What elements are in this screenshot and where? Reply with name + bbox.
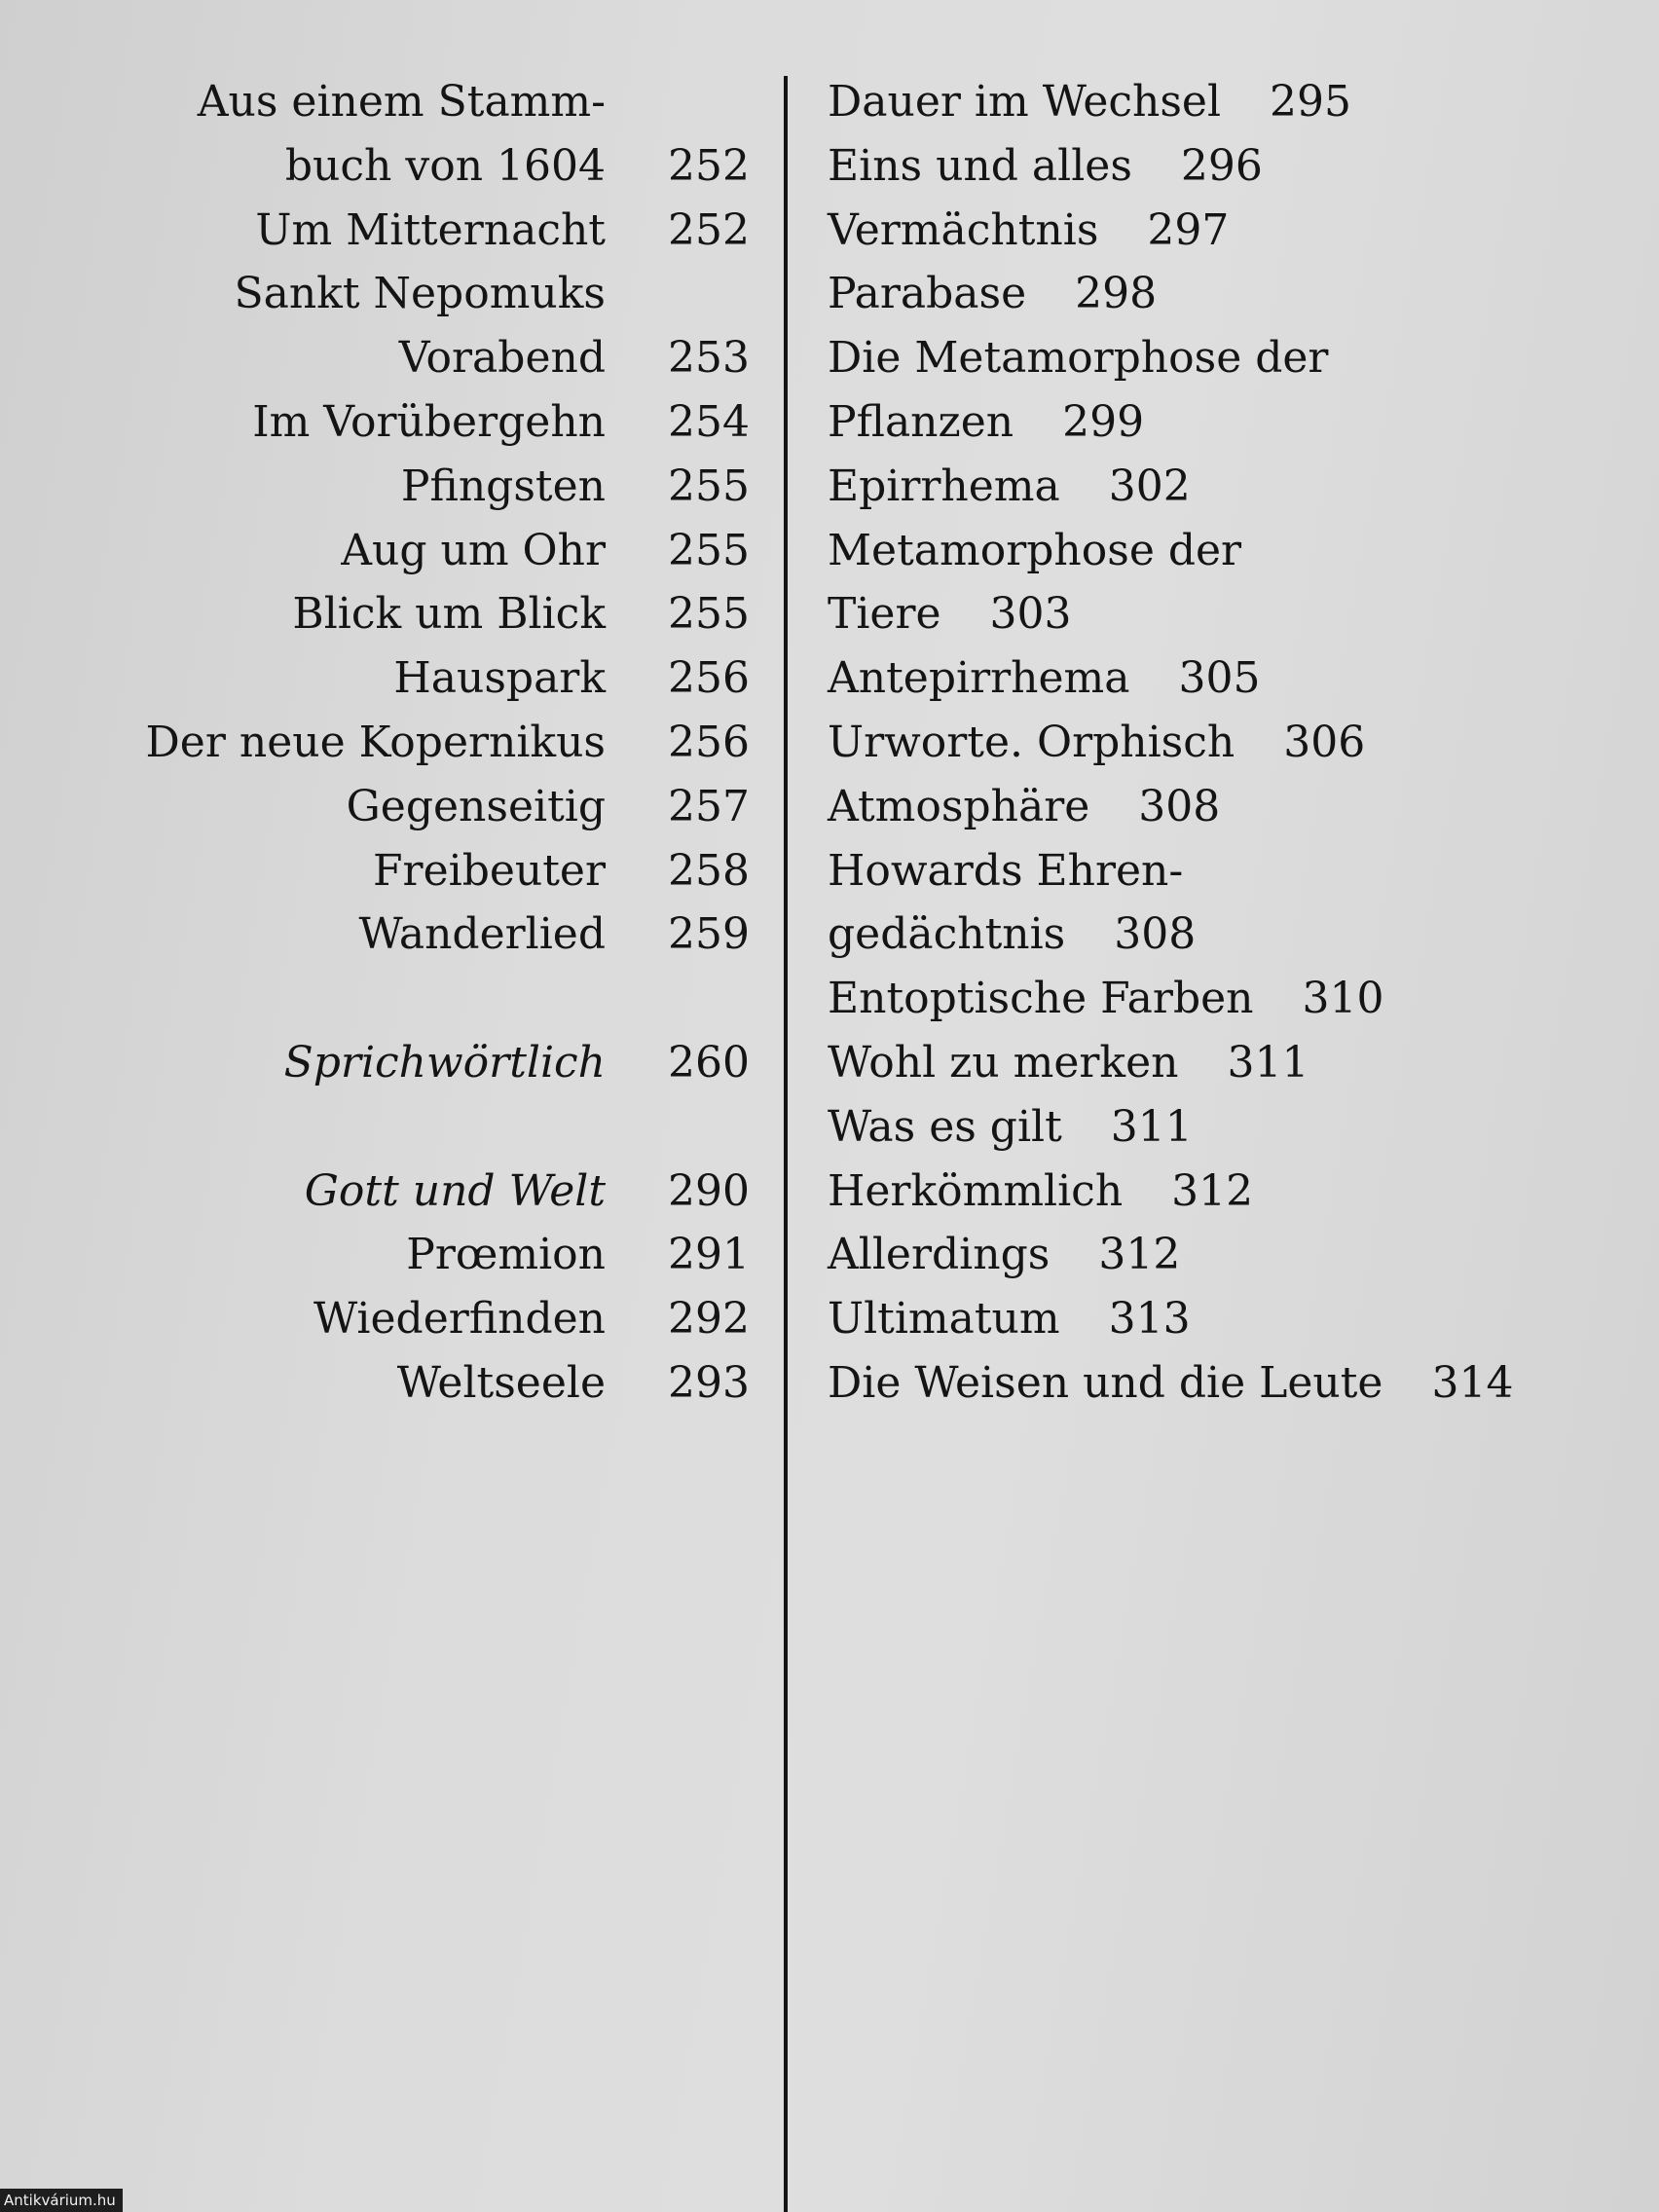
toc-left-column (0, 70, 750, 1416)
entry-title: gedächtnis (828, 909, 1066, 960)
toc-entry (828, 70, 1616, 134)
toc-entry (828, 1223, 1616, 1287)
entry-page: 254 (668, 396, 750, 447)
toc-entry (828, 262, 1616, 326)
column-divider (784, 76, 788, 2212)
toc-entry (828, 326, 1616, 390)
entry-page: 291 (668, 1230, 750, 1280)
watermark-label: Antikvárium.hu (0, 2189, 123, 2212)
entry-page: 310 (1302, 974, 1384, 1024)
entry-page: 256 (668, 653, 750, 704)
toc-entry (828, 1351, 1616, 1416)
entry-page: 259 (668, 909, 750, 960)
entry-title: Pflanzen (828, 396, 1014, 447)
toc-entry (0, 1287, 750, 1351)
entry-page: 308 (1138, 781, 1221, 831)
toc-entry (0, 646, 750, 711)
entry-title: Aus einem Stamm- (197, 77, 606, 127)
entry-page: 253 (668, 333, 750, 384)
toc-entry (0, 390, 750, 455)
toc-entry (828, 519, 1616, 583)
toc-entry (0, 903, 750, 967)
entry-page: 297 (1147, 204, 1230, 255)
entry-title: Eins und alles (828, 140, 1132, 191)
entry-page: 313 (1108, 1294, 1191, 1345)
entry-page: 257 (668, 781, 750, 831)
entry-title: Hauspark (393, 653, 606, 704)
toc-entry (828, 390, 1616, 455)
entry-page: 296 (1180, 140, 1263, 191)
entry-title: Howards Ehren- (828, 845, 1184, 896)
entry-page: 312 (1171, 1165, 1254, 1216)
entry-title: Die Weisen und die Leute (828, 1357, 1383, 1408)
entry-title: Atmosphäre (828, 781, 1090, 831)
toc-entry (828, 903, 1616, 967)
section-page: 260 (668, 1037, 750, 1088)
entry-title: Im Vorübergehn (252, 396, 606, 447)
toc-entry (0, 199, 750, 263)
toc-entry (0, 519, 750, 583)
entry-title: Urworte. Orphisch (828, 717, 1235, 767)
section-spacer (0, 1095, 750, 1160)
entry-page: 312 (1098, 1230, 1181, 1280)
toc-entry (0, 1223, 750, 1287)
toc-entry (0, 455, 750, 519)
toc-entry (828, 1031, 1616, 1095)
toc-entry (828, 775, 1616, 839)
toc-section-heading (0, 1031, 750, 1095)
toc-entry (828, 839, 1616, 903)
toc-entry (828, 967, 1616, 1031)
entry-title: Die Metamorphose der (828, 333, 1329, 384)
entry-page: 306 (1283, 717, 1366, 767)
entry-page: 314 (1431, 1357, 1514, 1408)
entry-title: Wanderlied (358, 909, 606, 960)
entry-page: 292 (668, 1294, 750, 1345)
entry-title: Wohl zu merken (828, 1037, 1179, 1088)
toc-right-column (828, 70, 1616, 1416)
toc-entry (828, 711, 1616, 775)
toc-entry (0, 1351, 750, 1416)
entry-page: 255 (668, 525, 750, 575)
entry-title: Allerdings (828, 1230, 1051, 1280)
entry-page: 252 (668, 140, 750, 191)
entry-title: Aug um Ohr (341, 525, 606, 575)
toc-entry (0, 775, 750, 839)
entry-title: Dauer im Wechsel (828, 77, 1222, 127)
entry-page: 255 (668, 461, 750, 511)
section-spacer (0, 967, 750, 1031)
toc-entry (828, 1287, 1616, 1351)
entry-title: Antepirrhema (828, 653, 1130, 704)
toc-entry (0, 326, 750, 390)
entry-page: 295 (1270, 77, 1352, 127)
section-title: Sprichwörtlich (283, 1037, 606, 1088)
entry-title: Freibeuter (373, 845, 606, 896)
entry-title: Wiederfinden (313, 1294, 606, 1345)
entry-title: Um Mitternacht (255, 204, 606, 255)
entry-page: 302 (1108, 461, 1191, 511)
entry-title: Metamorphose der (828, 525, 1242, 575)
entry-page: 255 (668, 589, 750, 640)
toc-entry (0, 134, 750, 199)
toc-entry (0, 70, 750, 134)
toc-entry (0, 582, 750, 646)
entry-page: 299 (1062, 396, 1145, 447)
toc-entry (828, 1095, 1616, 1160)
entry-title: Tiere (828, 589, 941, 640)
toc-section-heading (0, 1160, 750, 1224)
entry-title: Sankt Nepomuks (234, 269, 606, 319)
entry-title: Vorabend (398, 333, 606, 384)
toc-entry (828, 1160, 1616, 1224)
entry-page: 258 (668, 845, 750, 896)
entry-page: 305 (1178, 653, 1261, 704)
entry-title: Der neue Kopernikus (145, 717, 606, 767)
toc-entry (828, 134, 1616, 199)
entry-title: Ultimatum (828, 1294, 1060, 1345)
toc-entry (828, 582, 1616, 646)
section-page: 290 (668, 1165, 750, 1216)
toc-entry (828, 455, 1616, 519)
entry-title: Was es gilt (828, 1101, 1062, 1152)
entry-title: Parabase (828, 269, 1027, 319)
toc-entry (828, 646, 1616, 711)
toc-entry (828, 199, 1616, 263)
entry-title: Blick um Blick (292, 589, 606, 640)
entry-title: Entoptische Farben (828, 974, 1254, 1024)
entry-page: 303 (989, 589, 1072, 640)
toc-entry (0, 839, 750, 903)
entry-page: 293 (668, 1357, 750, 1408)
entry-page: 311 (1110, 1101, 1193, 1152)
entry-title: Prœmion (406, 1230, 606, 1280)
entry-title: Herkömmlich (828, 1165, 1124, 1216)
section-title: Gott und Welt (304, 1165, 606, 1216)
entry-title: Vermächtnis (828, 204, 1099, 255)
toc-entry (0, 262, 750, 326)
entry-page: 308 (1114, 909, 1197, 960)
entry-title: Gegenseitig (346, 781, 606, 831)
entry-page: 298 (1075, 269, 1158, 319)
entry-page: 256 (668, 717, 750, 767)
entry-page: 311 (1227, 1037, 1309, 1088)
entry-title: Epirrhema (828, 461, 1060, 511)
entry-title: buch von 1604 (284, 140, 606, 191)
entry-title: Pfingsten (400, 461, 606, 511)
toc-entry (0, 711, 750, 775)
entry-title: Weltseele (396, 1357, 606, 1408)
entry-page: 252 (668, 204, 750, 255)
